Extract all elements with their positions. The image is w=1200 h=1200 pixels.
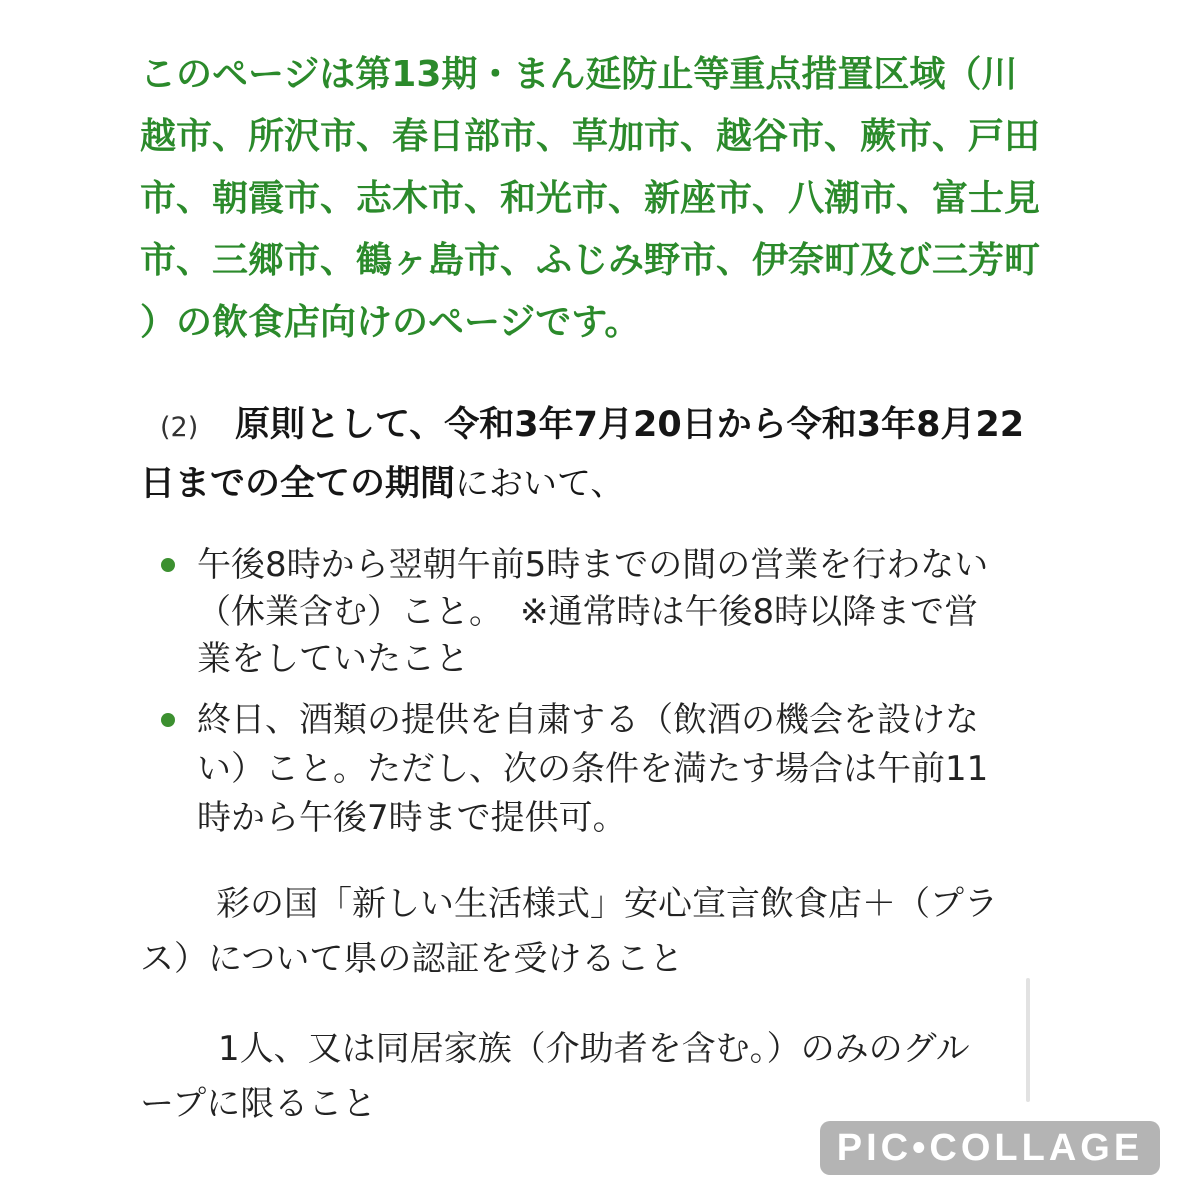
scrollbar[interactable] (1026, 978, 1030, 1102)
notice-line: このページは第13期・まん延防止等重点措置区域（川 (140, 54, 1018, 95)
notice-line: 越市、所沢市、春日部市、草加市、越谷市、蕨市、戸田 (140, 116, 1041, 157)
condition-line: ス）について県の認証を受けること (140, 939, 684, 979)
section-2-line (140, 397, 1024, 456)
section-number: (2) (160, 412, 199, 443)
bullet-dot-icon (161, 558, 175, 572)
section-2 (140, 397, 1024, 513)
bullet-line: （休業含む）こと。 ※通常時は午後8時以降まで営 (197, 592, 979, 632)
condition-line: ープに限ること (140, 1084, 377, 1124)
section-2-bold-text: 日までの全ての期間 (140, 464, 456, 504)
section-2-bold-text: 原則として、令和3年7月20日から令和3年8月22 (235, 405, 1025, 445)
notice-heading (140, 44, 1040, 354)
notice-line: 市、朝霞市、志木市、和光市、新座市、八潮市、富士見 (140, 178, 1041, 219)
bullet-dot-icon (161, 713, 175, 727)
section-2-text: において、 (455, 464, 625, 504)
pic-collage-watermark: PIC•COLLAGE (820, 1121, 1160, 1175)
bullet-line: 時から午後7時まで提供可。 (197, 798, 627, 838)
bullet-line: 午後8時から翌朝午前5時までの間の営業を行わない (197, 545, 989, 585)
condition-line: 彩の国「新しい生活様式」安心宣言飲食店＋（プラ (216, 884, 998, 924)
condition-item (140, 1022, 970, 1132)
bullet-item (197, 542, 988, 683)
notice-line: ）の飲食店向けのページです。 (140, 302, 641, 343)
bullet-line: 業をしていたこと (197, 639, 469, 679)
notice-line: 市、三郷市、鶴ヶ島市、ふじみ野市、伊奈町及び三芳町 (140, 240, 1041, 281)
bullet-line: 終日、酒類の提供を自粛する（飲酒の機会を設けな (197, 700, 979, 740)
condition-item (140, 877, 998, 987)
bullet-item (197, 696, 988, 843)
bullet-line: い）こと。ただし、次の条件を満たす場合は午前11 (197, 749, 989, 789)
condition-line: 1人、又は同居家族（介助者を含む。）のみのグル (218, 1029, 970, 1069)
section-2-line (140, 456, 1024, 513)
